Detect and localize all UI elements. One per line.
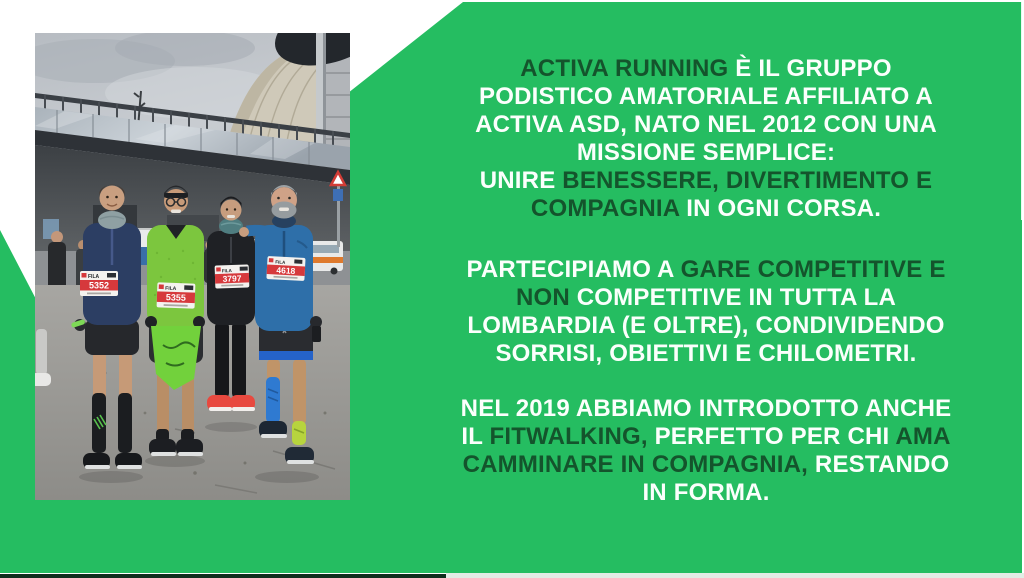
race-bib-1	[80, 271, 118, 296]
about-paragraph-1: ACTIVA RUNNING È IL GRUPPO PODISTICO AMATORIALE AFFILIATO A ACTIVA ASD, NATO NEL 2012 CON UNA MISSIONE SEMPLICE: UNIRE BENESSERE, DIVERTIMENTO E COMPAGNIA IN OGNI CORSA.	[475, 55, 937, 222]
svg-text:3797: 3797	[222, 273, 242, 284]
svg-text:5355: 5355	[165, 292, 187, 303]
about-paragraph-2: PARTECIPIAMO A GARE COMPETITIVE E NON COMPETITIVE IN TUTTA LA LOMBARDIA (E OLTRE), CONDIVIDENDO SORRISI, OBIETTIVI E CHILOMETRI.	[466, 256, 946, 367]
race-bib-2	[157, 282, 196, 308]
footer-light-strip	[446, 573, 1024, 578]
about-text	[408, 55, 1004, 507]
race-bib-3	[215, 264, 250, 288]
about-paragraph-3: NEL 2019 ABBIAMO INTRODOTTO ANCHE IL FITWALKING, PERFETTO PER CHI AMA CAMMINARE IN COMPAGNIA, RESTANDO IN FORMA.	[460, 395, 952, 506]
svg-text:FILA: FILA	[88, 274, 100, 280]
svg-text:5352: 5352	[88, 280, 110, 291]
top-white-edge	[463, 0, 1024, 2]
footer-dark-strip	[0, 574, 446, 578]
svg-text:4618: 4618	[276, 265, 296, 276]
svg-text:FILA: FILA	[275, 259, 286, 265]
svg-text:FILA: FILA	[165, 285, 177, 293]
group-photo	[35, 33, 350, 500]
race-bib-4	[266, 256, 305, 281]
svg-text:FILA: FILA	[221, 268, 232, 274]
group-photo-illustration	[35, 33, 350, 500]
